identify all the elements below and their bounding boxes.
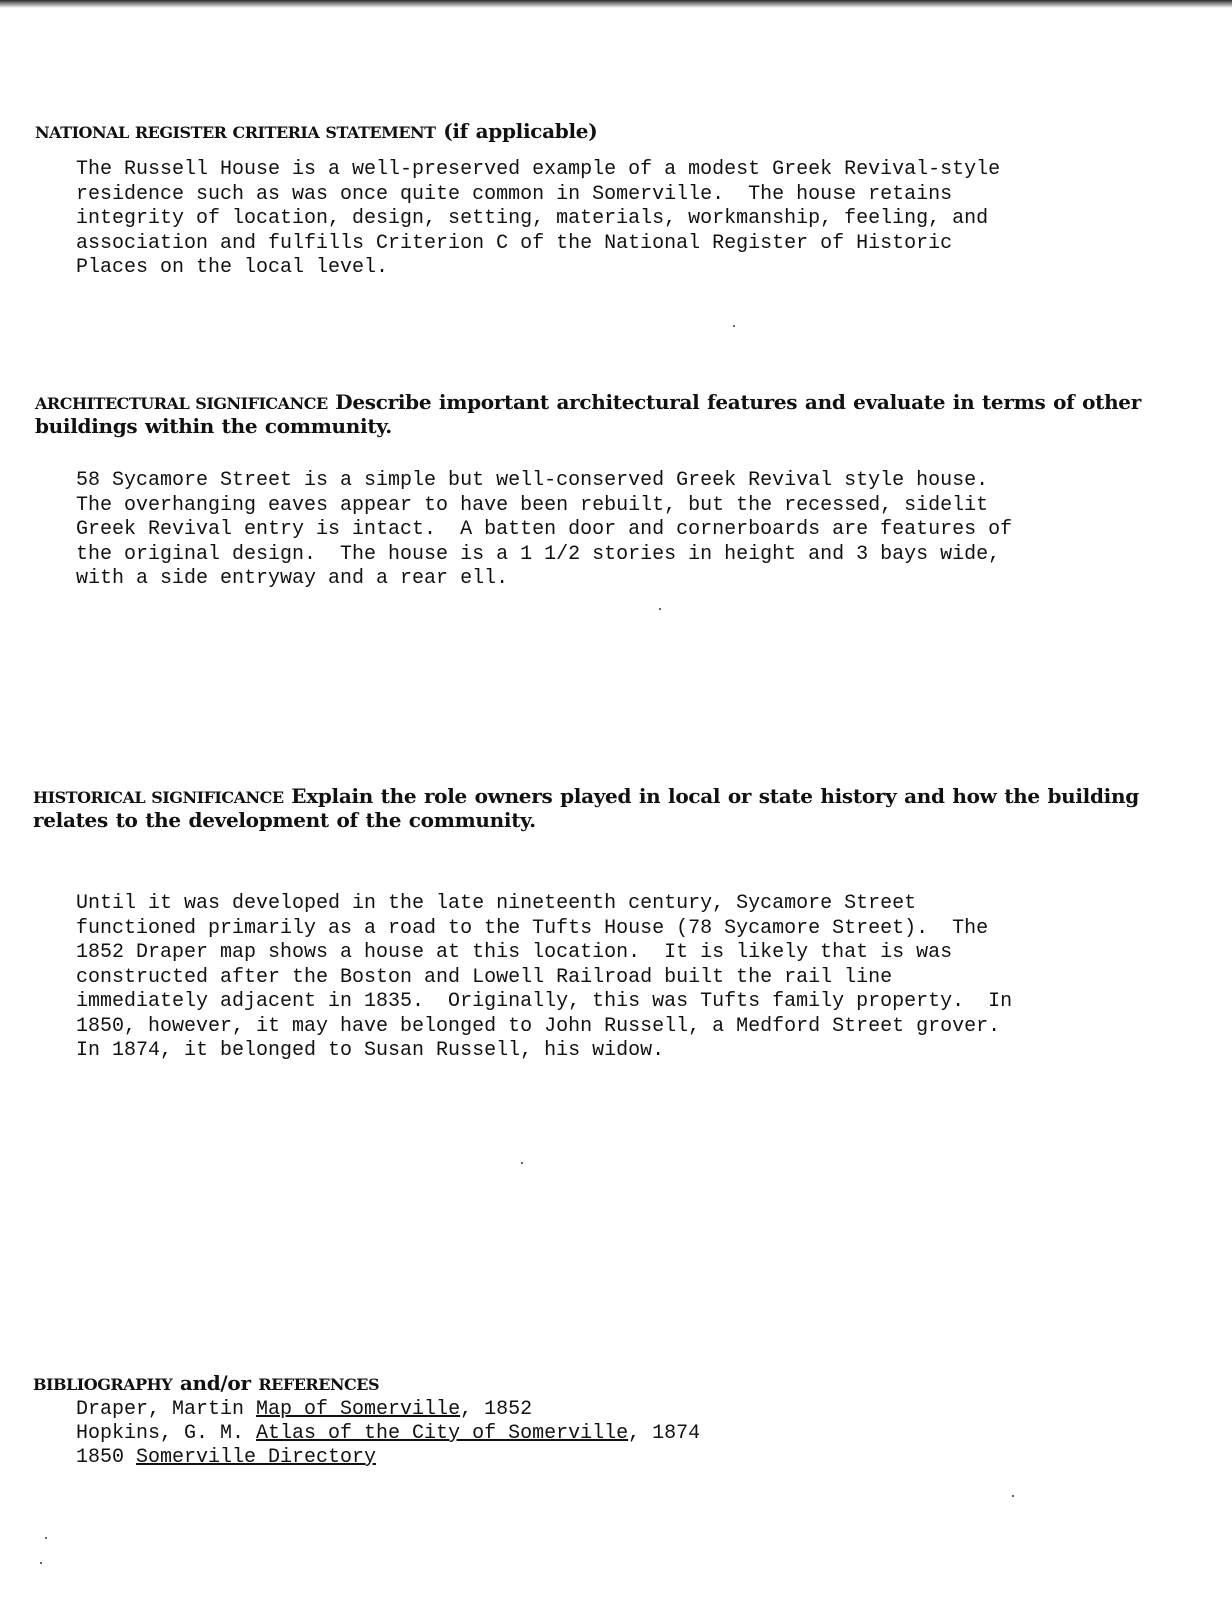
reference-item (76, 1422, 700, 1446)
reference-year: , 1852 (460, 1398, 533, 1421)
paragraph-line: association and fulfills Criterion C of the National Register of Historic (76, 231, 953, 255)
paragraph-line: residence such as was once quite common in Somerville. The house retains (76, 182, 953, 206)
paragraph-line: with a side entryway and a rear ell. (76, 567, 509, 590)
architectural-significance-paragraph (76, 469, 1076, 592)
nr-criteria-paragraph (76, 158, 1076, 281)
architectural-heading-caps: ARCHITECTURAL SIGNIFICANCE (35, 394, 328, 413)
nr-criteria-heading-note: (if applicable) (435, 119, 598, 143)
reference-author: Hopkins, G. M. (76, 1422, 257, 1445)
reference-year: , 1874 (628, 1422, 701, 1445)
paragraph-line: The overhanging eaves appear to have been rebuilt, but the recessed, sidelit (76, 493, 989, 517)
reference-title: Atlas of the City of Somerville (256, 1422, 629, 1445)
scan-top-edge (0, 0, 1232, 8)
historical-significance-heading (33, 785, 1203, 831)
scan-speck (733, 325, 735, 327)
bibliography-heading (33, 1372, 1203, 1396)
paragraph-line: The Russell House is a well-preserved example of a modest Greek Revival-style (76, 158, 1001, 181)
historical-heading-prompt: Explain the role owners played in local or state history and how the building relates to the development of the community. (33, 784, 1139, 832)
scan-speck (40, 1562, 42, 1564)
paragraph-line: In 1874, it belonged to Susan Russell, his widow. (76, 1039, 665, 1062)
paragraph-line: 1852 Draper map shows a house at this location. It is likely that is was (76, 941, 953, 964)
paragraph-line: 58 Sycamore Street is a simple but well-conserved Greek Revival style house. (76, 469, 989, 492)
references-heading-caps: REFERENCES (258, 1375, 380, 1394)
paragraph-line: immediately adjacent in 1835. Originally, this was Tufts family property. In (76, 990, 1013, 1013)
paragraph-line: the original design. The house is a 1 1/2 stories in height and 3 bays wide, (76, 542, 1001, 566)
paragraph-line: Places on the local level. (76, 256, 389, 279)
historical-significance-paragraph (76, 892, 1076, 1064)
reference-item (76, 1446, 700, 1470)
scan-speck (1012, 1495, 1014, 1497)
paragraph-line: functioned primarily as a road to the Tufts House (78 Sycamore Street). The (76, 916, 989, 940)
reference-title: Map of Somerville (256, 1398, 461, 1421)
paragraph-line: Until it was developed in the late nineteenth century, Sycamore Street (76, 892, 917, 915)
architectural-significance-heading (35, 391, 1205, 437)
bibliography-heading-conjunction: and/or (172, 1371, 259, 1395)
reference-item (76, 1398, 700, 1422)
nr-criteria-heading-caps: NATIONAL REGISTER CRITERIA STATEMENT (35, 123, 436, 142)
scan-speck (45, 1537, 47, 1539)
paragraph-line: integrity of location, design, setting, materials, workmanship, feeling, and (76, 207, 989, 230)
paragraph-line: constructed after the Boston and Lowell Railroad built the rail line (76, 965, 893, 989)
reference-author: Draper, Martin (76, 1398, 257, 1421)
bibliography-heading-caps: BIBLIOGRAPHY (33, 1375, 173, 1394)
nr-criteria-heading (35, 120, 1205, 144)
paragraph-line: Greek Revival entry is intact. A batten door and cornerboards are features of (76, 518, 1013, 541)
scan-speck (659, 608, 661, 610)
historical-heading-caps: HISTORICAL SIGNIFICANCE (33, 788, 284, 807)
scan-speck (521, 1162, 523, 1164)
paragraph-line: 1850, however, it may have belonged to John Russell, a Medford Street grover. (76, 1014, 1001, 1038)
bibliography-list (76, 1398, 700, 1470)
reference-title: Somerville Directory (136, 1446, 377, 1469)
architectural-heading-prompt: Describe important architectural features and evaluate in terms of other buildings within the community. (35, 390, 1141, 438)
reference-prefix: 1850 (76, 1446, 137, 1469)
